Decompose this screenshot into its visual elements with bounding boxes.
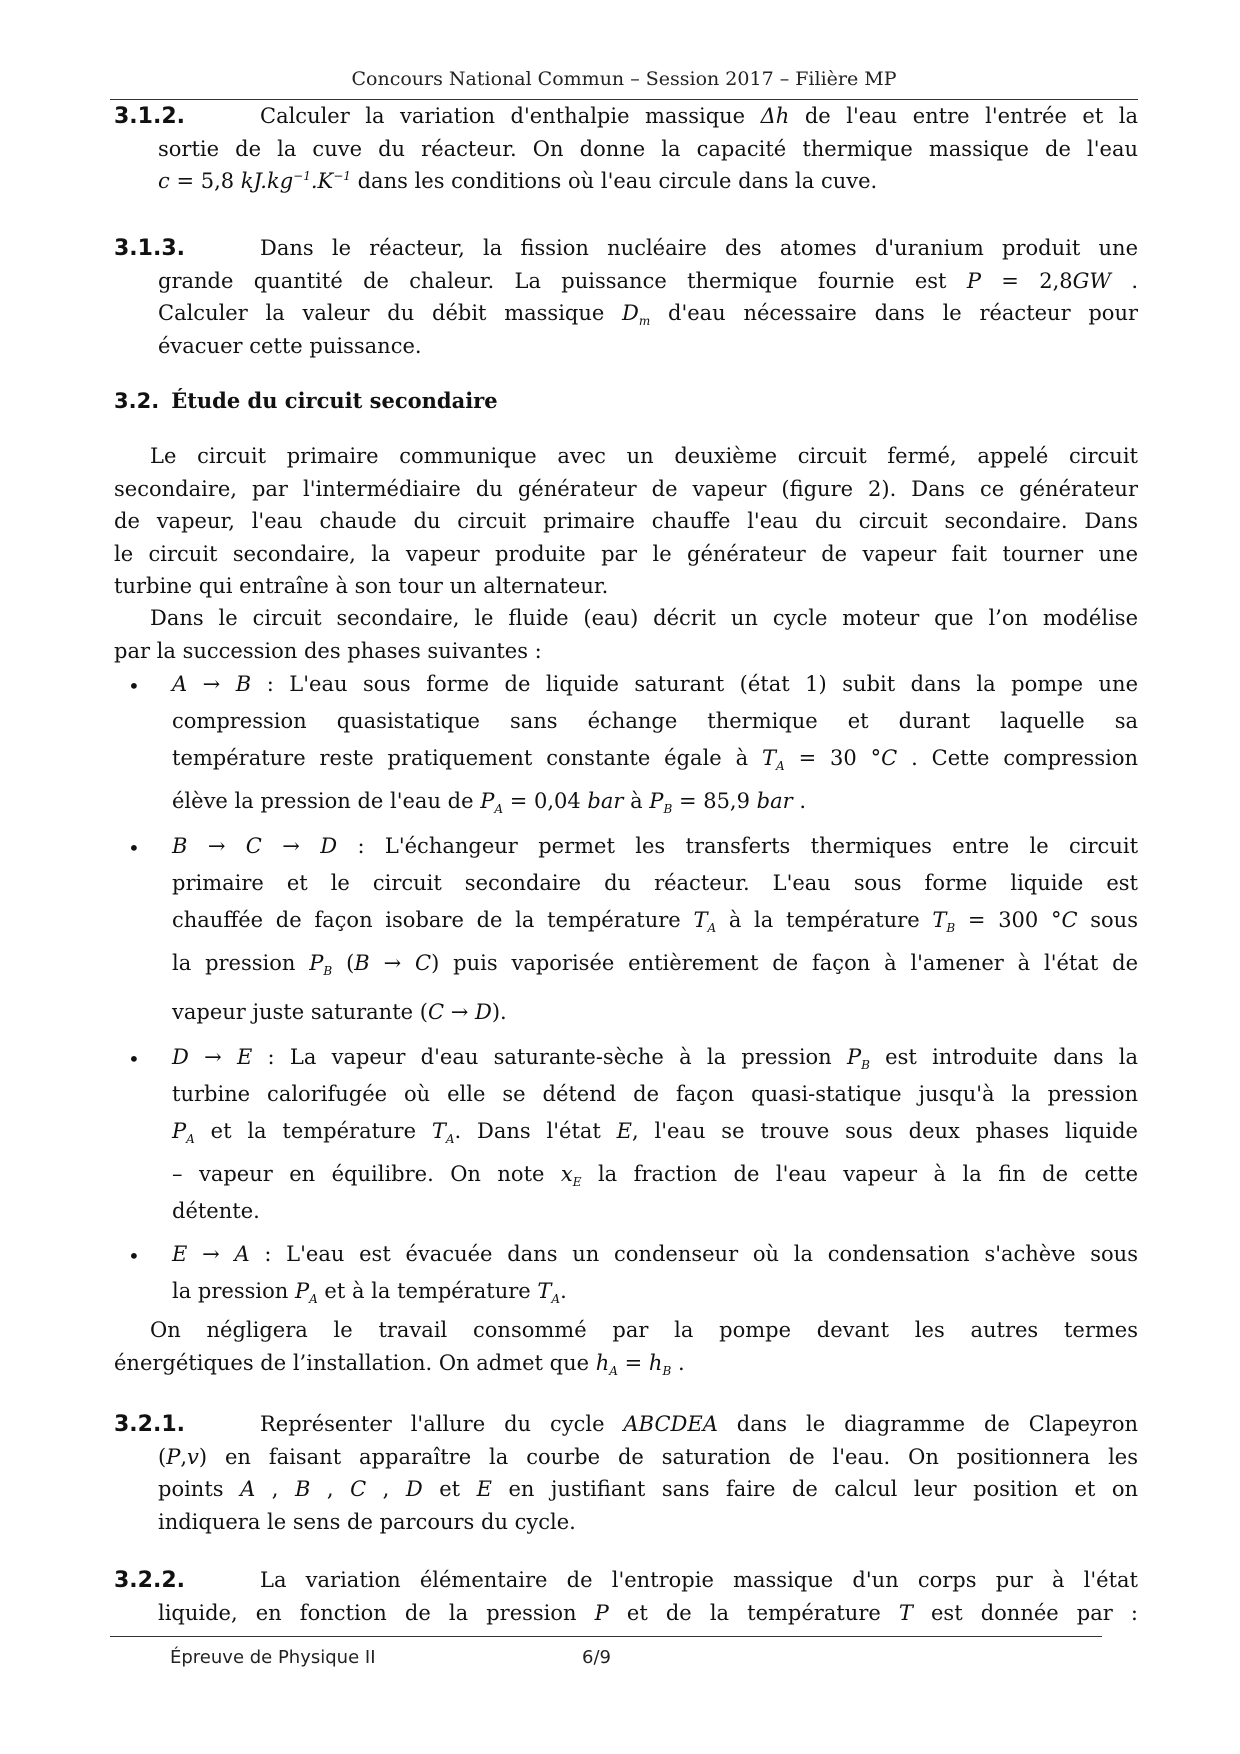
question-number-3-1-3: 3.1.3. — [114, 236, 185, 261]
phase-b-c-d: B → C → D : L'échangeur permet les transferts thermiques entre le circuit primaire et le circuit secondaire du réacteur. L'eau sous forme liquide est chauffée de façon isobare de la température $T_A$ à la température $T_B = 300$ °C sous la pression $P_B$ (B → C) puis vaporisée entièrement de façon à l'amener à l'état de vapeur juste saturante (C → D). — [172, 834, 1139, 1024]
page-header: Concours National Commun – Session 2017 – Filière MP — [351, 68, 897, 90]
note-paragraph: On négligera le travail consommé par la pompe devant les autres termes énergétiques de l’installation. On admet que $h_A = h_B$ . — [114, 1318, 1138, 1378]
phase-e-a: E → A : L'eau est évacuée dans un condenseur où la condensation s'achève sous la pression $P_A$ et à la température $T_A$. — [172, 1242, 1138, 1306]
bullet-icon: • — [128, 836, 140, 860]
question-number-3-2-2: 3.2.2. — [114, 1568, 185, 1593]
question-3-2-2: La variation élémentaire de l'entropie massique d'un corps pur à l'état liquide, en fonction de la pression P et de la température T est donnée par : — [158, 1568, 1138, 1625]
intro-paragraph-1: Le circuit primaire communique avec un deuxième circuit fermé, appelé circuit secondaire, par l'intermédiaire du générateur de vapeur (figure 2). Dans ce générateur de vapeur, l'eau chaude du circuit primaire chauffe l'eau du circuit secondaire. Dans le circuit secondaire, la vapeur produite par le générateur de vapeur fait tourner une turbine qui entraîne à son tour un alternateur. — [114, 444, 1138, 598]
question-3-1-3: Dans le réacteur, la fission nucléaire des atomes d'uranium produit une grande quantité de chaleur. La puissance thermique fournie est P = 2,8GW . Calculer la valeur du débit massique $D_m$ d'eau nécessaire dans le réacteur pour évacuer cette puissance. — [158, 236, 1139, 358]
section-number: 3.2. — [114, 389, 160, 413]
section-heading-3-2 — [114, 388, 498, 413]
bullet-icon: • — [128, 1047, 140, 1071]
question-number-3-2-1: 3.2.1. — [114, 1412, 185, 1437]
phase-a-b: A → B : L'eau sous forme de liquide saturant (état 1) subit dans la pompe une compression quasistatique sans échange thermique et durant laquelle sa température reste pratiquement constante égale à $T_A = 30$ °C . Cette compression élève la pression de l'eau de $P_A = 0,04$ bar à $P_B = 85,9$ bar . — [172, 672, 1138, 816]
question-3-1-2: Calculer la variation d'enthalpie massique Δh de l'eau entre l'entrée et la sortie de la cuve du réacteur. On donne la capacité thermique massique de l'eau c = 5,8 $kJ.kg^{-1}.K^{-1}$ dans les conditions où l'eau circule dans la cuve. — [158, 104, 1139, 193]
question-3-2-1: Représenter l'allure du cycle ABCDEA dans le diagramme de Clapeyron (P,v) en faisant apparaître la courbe de saturation de l'eau. On positionnera les points A , B , C , D et E en justifiant sans faire de calcul leur position et on indiquera le sens de parcours du cycle. — [158, 1412, 1139, 1534]
bullet-icon: • — [128, 1244, 140, 1268]
intro-paragraph-2: Dans le circuit secondaire, le fluide (eau) décrit un cycle moteur que l’on modélise par la succession des phases suivantes : — [114, 606, 1138, 663]
section-title-text: Étude du circuit secondaire — [171, 388, 498, 413]
page-number: 6/9 — [582, 1647, 611, 1668]
question-number-3-1-2: 3.1.2. — [114, 104, 185, 129]
footer-exam-name: Épreuve de Physique II — [170, 1647, 376, 1668]
bullet-icon: • — [128, 674, 140, 698]
footer-rule — [110, 1636, 1102, 1637]
phase-d-e: D → E : La vapeur d'eau saturante-sèche à la pression $P_B$ est introduite dans la turbine calorifugée où elle se détend de façon quasi-statique jusqu'à la pression $P_A$ et la température $T_A$. Dans l'état E, l'eau se trouve sous deux phases liquide – vapeur en équilibre. On note $x_E$ la fraction de l'eau vapeur à la fin de cette détente. — [172, 1045, 1138, 1223]
